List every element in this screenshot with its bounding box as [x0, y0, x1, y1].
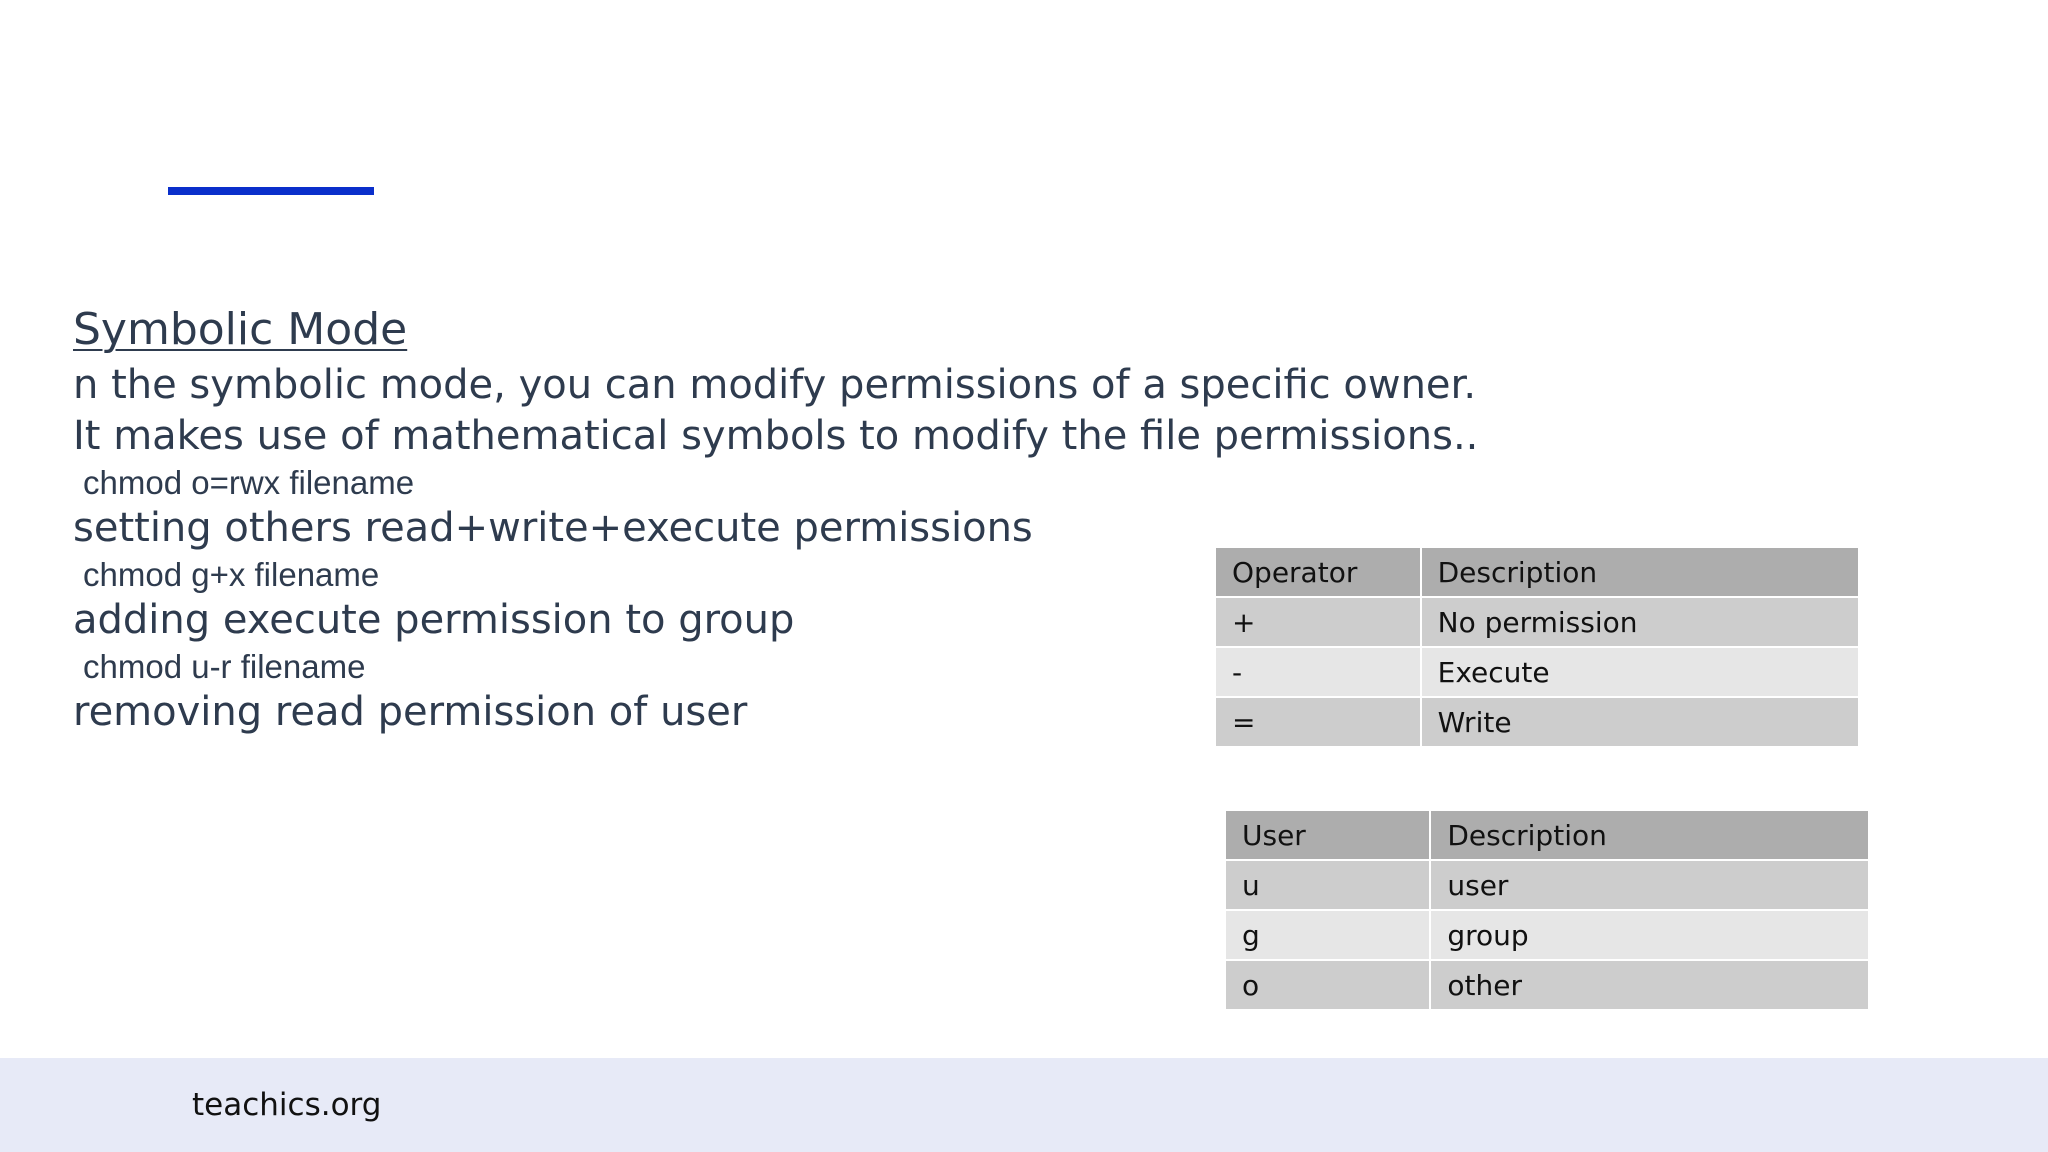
operator-cell: - — [1215, 647, 1421, 697]
description-cell: other — [1430, 960, 1869, 1010]
intro-line-1: n the symbolic mode, you can modify permissions of a specific owner. — [73, 362, 1477, 408]
operator-column-header: Operator — [1215, 547, 1421, 597]
command-example-3: chmod u-r filename — [83, 648, 366, 685]
table-row — [1225, 910, 1869, 960]
table-row — [1215, 597, 1859, 647]
footer-bar — [0, 1058, 2048, 1152]
user-column-header: User — [1225, 810, 1430, 860]
operator-cell: = — [1215, 697, 1421, 747]
description-cell: Write — [1421, 697, 1859, 747]
operator-table — [1214, 546, 1860, 748]
table-header-row — [1225, 810, 1869, 860]
user-cell: u — [1225, 860, 1430, 910]
table-header-row — [1215, 547, 1859, 597]
slide-title: Symbolic Mode — [73, 304, 408, 355]
table-row — [1225, 960, 1869, 1010]
user-table — [1224, 809, 1870, 1011]
user-cell: g — [1225, 910, 1430, 960]
description-column-header: Description — [1430, 810, 1869, 860]
command-explanation-2: adding execute permission to group — [73, 597, 795, 643]
command-explanation-1: setting others read+write+execute permissions — [73, 505, 1033, 551]
user-cell: o — [1225, 960, 1430, 1010]
footer-site-name: teachics.org — [192, 1087, 382, 1123]
table-row — [1215, 697, 1859, 747]
description-cell: Execute — [1421, 647, 1859, 697]
command-explanation-3: removing read permission of user — [73, 689, 748, 735]
description-column-header: Description — [1421, 547, 1859, 597]
intro-line-2: It makes use of mathematical symbols to modify the file permissions.. — [73, 413, 1479, 459]
table-row — [1215, 647, 1859, 697]
operator-cell: + — [1215, 597, 1421, 647]
description-cell: No permission — [1421, 597, 1859, 647]
title-accent-line — [168, 187, 374, 195]
description-cell: user — [1430, 860, 1869, 910]
command-example-2: chmod g+x filename — [83, 556, 380, 593]
table-row — [1225, 860, 1869, 910]
command-example-1: chmod o=rwx filename — [83, 464, 415, 501]
description-cell: group — [1430, 910, 1869, 960]
